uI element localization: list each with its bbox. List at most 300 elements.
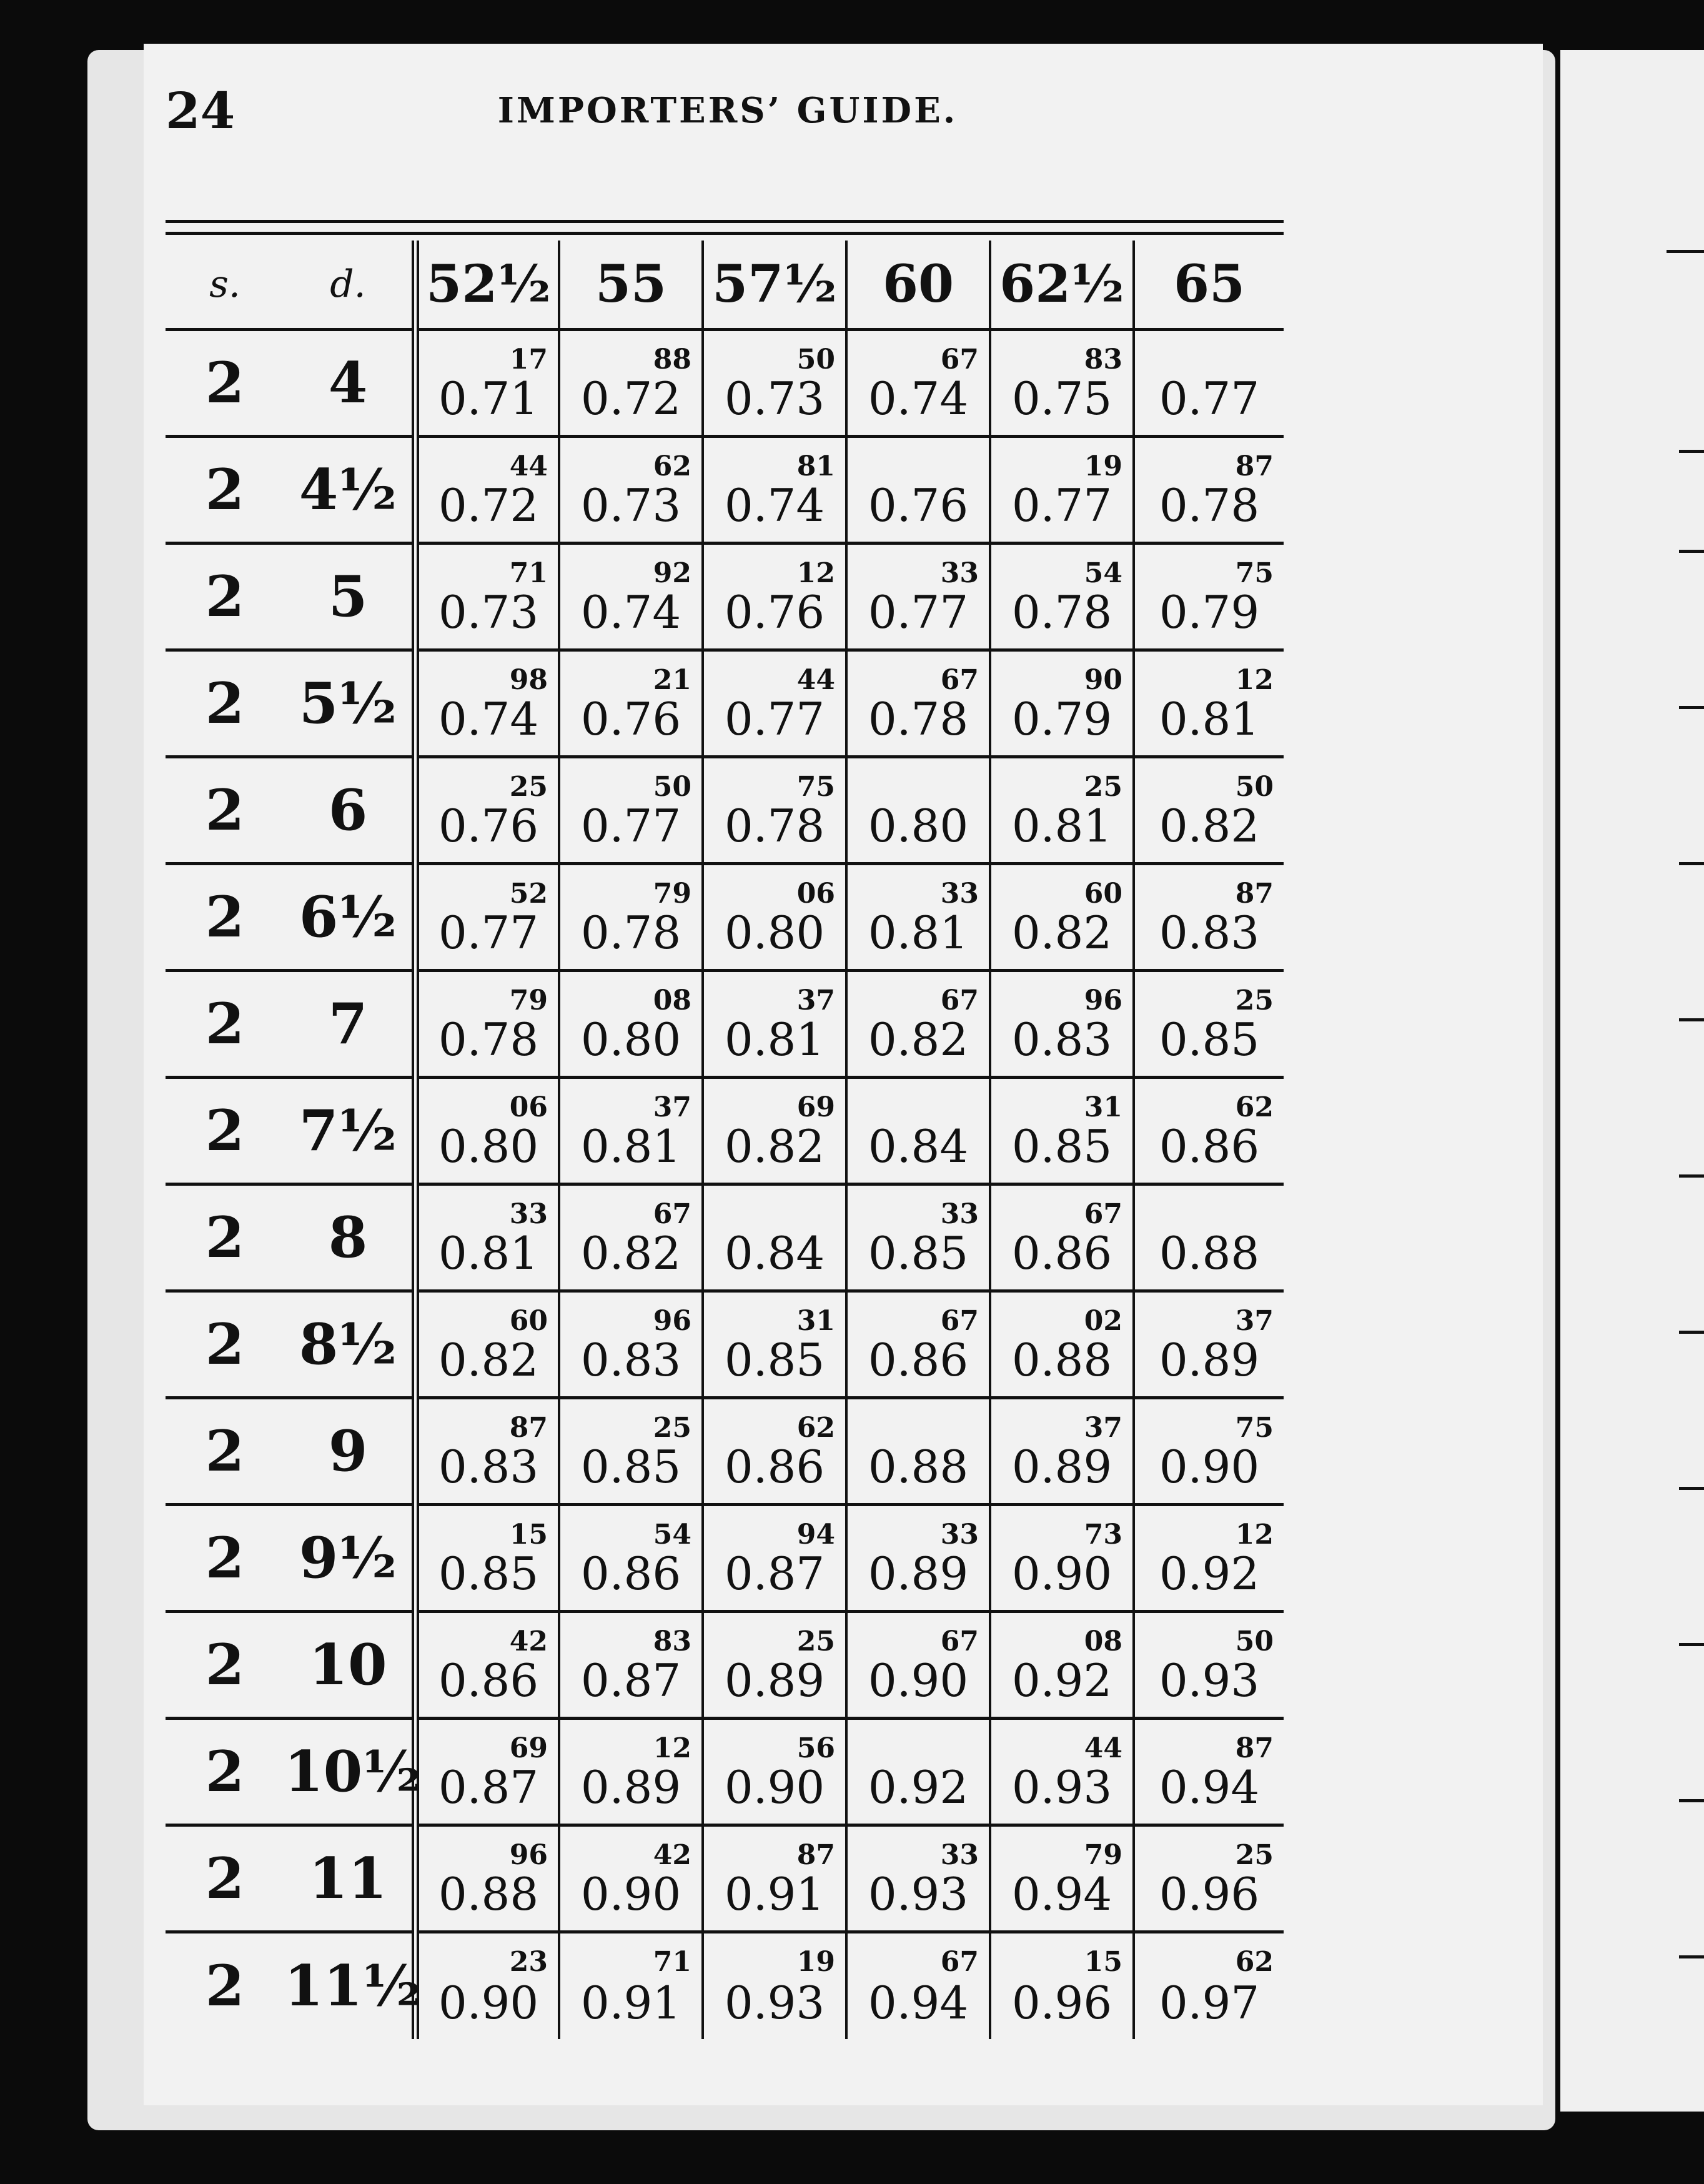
value-cell: [559, 437, 703, 544]
fraction-superscript: 67: [940, 344, 979, 375]
fraction-superscript: 44: [1084, 1732, 1122, 1764]
table-row: [166, 1825, 1284, 1932]
fraction-superscript: 90: [1084, 664, 1122, 696]
fraction-superscript: 87: [509, 1412, 548, 1444]
dollar-value: 0.82: [438, 1334, 539, 1386]
value-cell: [1134, 437, 1284, 544]
dollar-value: 0.96: [1159, 1868, 1260, 1920]
dollar-value: 0.73: [724, 372, 825, 425]
shillings-cell: 2: [166, 544, 284, 650]
fraction-superscript: 92: [653, 557, 691, 589]
fraction-superscript: 87: [1235, 1732, 1274, 1764]
value-cell: [703, 1078, 846, 1184]
dollar-value: 0.89: [1159, 1334, 1260, 1386]
fraction-superscript: 75: [1235, 557, 1274, 589]
dollar-value: 0.85: [1011, 1120, 1112, 1173]
value-cell: [1134, 1078, 1284, 1184]
dollar-value: 0.74: [438, 693, 539, 745]
dollar-value: 0.94: [1011, 1868, 1112, 1920]
fraction-superscript: 87: [1235, 878, 1274, 910]
value-cell: [990, 1291, 1134, 1398]
dollar-value: 0.88: [868, 1441, 969, 1493]
pence-cell: 10: [284, 1612, 415, 1719]
dollar-value: 0.96: [1011, 1976, 1112, 2029]
table-row: [166, 1184, 1284, 1291]
dollar-value: 0.72: [438, 479, 539, 532]
fraction-superscript: 37: [1235, 1305, 1274, 1337]
dollar-value: 0.90: [1011, 1547, 1112, 1600]
page-number: 24: [166, 81, 235, 140]
value-cell: [990, 1825, 1134, 1932]
fraction-superscript: 81: [796, 450, 835, 482]
shillings-cell: 2: [166, 1398, 284, 1505]
dollar-value: 0.83: [1011, 1013, 1112, 1066]
dollar-value: 0.85: [724, 1334, 825, 1386]
fraction-superscript: 69: [509, 1732, 548, 1764]
fraction-superscript: 75: [796, 771, 835, 803]
dollar-value: 0.87: [724, 1547, 825, 1600]
dollar-value: 0.76: [724, 586, 825, 638]
dollar-value: 0.83: [438, 1441, 539, 1493]
dollar-value: 0.76: [580, 693, 681, 745]
fraction-superscript: 33: [940, 1198, 979, 1230]
fraction-superscript: 25: [1084, 771, 1122, 803]
dollar-value: 0.85: [438, 1547, 539, 1600]
dollar-value: 0.86: [868, 1334, 969, 1386]
header-rate: 57½: [703, 241, 846, 330]
dollar-value: 0.89: [724, 1654, 825, 1707]
dollar-value: 0.82: [868, 1013, 969, 1066]
table-row: [166, 1078, 1284, 1184]
table-row: [166, 544, 1284, 650]
value-cell: [703, 650, 846, 757]
value-cell: [990, 1398, 1134, 1505]
fraction-superscript: 23: [509, 1946, 548, 1978]
pence-cell: 11½: [284, 1953, 422, 2020]
value-cell: [990, 1719, 1134, 1825]
dollar-value: 0.80: [438, 1120, 539, 1173]
pence-cell: 5½: [284, 650, 415, 757]
dollar-value: 0.74: [580, 586, 681, 638]
fraction-superscript: 67: [940, 1626, 979, 1657]
fraction-superscript: 50: [1235, 771, 1274, 803]
dollar-value: 0.85: [868, 1227, 969, 1279]
value-cell: [559, 650, 703, 757]
header-pence: d.: [284, 241, 415, 330]
fraction-superscript: 06: [796, 878, 835, 910]
shillings-cell: 2: [166, 1825, 284, 1932]
fraction-superscript: 42: [509, 1626, 548, 1657]
table-row: [166, 1398, 1284, 1505]
dollar-value: 0.81: [724, 1013, 825, 1066]
fraction-superscript: 96: [1084, 985, 1122, 1016]
dollar-value: 0.90: [438, 1976, 539, 2029]
fraction-superscript: 87: [796, 1839, 835, 1871]
header-row: [166, 241, 1284, 330]
dollar-value: 0.94: [1159, 1761, 1260, 1814]
dollar-value: 0.89: [868, 1547, 969, 1600]
fraction-superscript: 33: [940, 1839, 979, 1871]
value-cell: [990, 971, 1134, 1078]
dollar-value: 0.85: [1159, 1013, 1260, 1066]
value-cell: [1134, 650, 1284, 757]
dollar-value: 0.78: [724, 800, 825, 852]
shillings-cell: 2: [166, 1719, 284, 1825]
fraction-superscript: 50: [796, 344, 835, 375]
value-cell: [559, 544, 703, 650]
fraction-superscript: 62: [1235, 1091, 1274, 1123]
value-cell: [1134, 1719, 1284, 1825]
fraction-superscript: 12: [796, 557, 835, 589]
value-cell: [415, 437, 559, 544]
value-cell: [703, 1825, 846, 1932]
conversion-table: [166, 241, 1284, 2039]
fraction-superscript: 67: [653, 1198, 691, 1230]
dollar-value: 0.80: [580, 1013, 681, 1066]
value-cell: [990, 1184, 1134, 1291]
dollar-value: 0.73: [580, 479, 681, 532]
value-cell: [846, 1291, 990, 1398]
value-cell: [990, 437, 1134, 544]
dollar-value: 0.77: [1159, 372, 1260, 425]
fraction-superscript: 50: [1235, 1626, 1274, 1657]
value-cell: [703, 1398, 846, 1505]
pence-cell: 8: [284, 1184, 415, 1291]
value-cell: [415, 864, 559, 971]
fraction-superscript: 37: [653, 1091, 691, 1123]
dollar-value: 0.75: [1011, 372, 1112, 425]
dollar-value: 0.90: [580, 1868, 681, 1920]
dollar-value: 0.72: [580, 372, 681, 425]
dollar-value: 0.87: [438, 1761, 539, 1814]
dollar-value: 0.86: [438, 1654, 539, 1707]
dollar-value: 0.85: [580, 1441, 681, 1493]
value-cell: [415, 1719, 559, 1825]
fraction-superscript: 33: [940, 1519, 979, 1551]
fraction-superscript: 62: [653, 450, 691, 482]
fraction-superscript: 67: [1084, 1198, 1122, 1230]
value-cell: [990, 1932, 1134, 2039]
fraction-superscript: 79: [653, 878, 691, 910]
fraction-superscript: 83: [1084, 344, 1122, 375]
fraction-superscript: 96: [509, 1839, 548, 1871]
header-rule: [166, 220, 1284, 235]
dollar-value: 0.91: [724, 1868, 825, 1920]
fraction-superscript: 71: [509, 557, 548, 589]
dollar-value: 0.76: [438, 800, 539, 852]
fraction-superscript: 83: [653, 1626, 691, 1657]
dollar-value: 0.80: [868, 800, 969, 852]
value-cell: [415, 544, 559, 650]
dollar-value: 0.89: [1011, 1441, 1112, 1493]
dollar-value: 0.89: [580, 1761, 681, 1814]
dollar-value: 0.77: [868, 586, 969, 638]
dollar-value: 0.74: [724, 479, 825, 532]
fraction-superscript: 17: [509, 344, 548, 375]
value-cell: [1134, 757, 1284, 864]
dollar-value: 0.77: [438, 906, 539, 959]
fraction-superscript: 62: [796, 1412, 835, 1444]
dollar-value: 0.86: [1011, 1227, 1112, 1279]
value-cell: [846, 1398, 990, 1505]
value-cell: [1134, 1825, 1284, 1932]
fraction-superscript: 15: [509, 1519, 548, 1551]
value-cell: [559, 1612, 703, 1719]
value-cell: [846, 1184, 990, 1291]
dollar-value: 0.78: [1011, 586, 1112, 638]
dollar-value: 0.93: [868, 1868, 969, 1920]
header-rate: 55: [559, 241, 703, 330]
fraction-superscript: 73: [1084, 1519, 1122, 1551]
table-row: [166, 437, 1284, 544]
fraction-superscript: 50: [653, 771, 691, 803]
value-cell: [1134, 1398, 1284, 1505]
dollar-value: 0.93: [724, 1976, 825, 2029]
table-row: [166, 1505, 1284, 1612]
pence-cell: 7½: [284, 1078, 415, 1184]
dollar-value: 0.86: [1159, 1120, 1260, 1173]
value-cell: [703, 544, 846, 650]
value-cell: [703, 757, 846, 864]
value-cell: [703, 330, 846, 437]
dollar-value: 0.80: [724, 906, 825, 959]
fraction-superscript: 15: [1084, 1946, 1122, 1978]
value-cell: [559, 1825, 703, 1932]
dollar-value: 0.79: [1011, 693, 1112, 745]
table-row: [166, 1719, 1284, 1825]
fraction-superscript: 33: [509, 1198, 548, 1230]
dollar-value: 0.77: [1011, 479, 1112, 532]
value-cell: [415, 1398, 559, 1505]
fraction-superscript: 69: [796, 1091, 835, 1123]
dollar-value: 0.82: [724, 1120, 825, 1173]
fraction-superscript: 25: [1235, 985, 1274, 1016]
dollar-value: 0.81: [868, 906, 969, 959]
fraction-superscript: 94: [796, 1519, 835, 1551]
shillings-cell: 2: [166, 650, 284, 757]
value-cell: [846, 864, 990, 971]
fraction-superscript: 08: [653, 985, 691, 1016]
value-cell: [846, 330, 990, 437]
dollar-value: 0.79: [1159, 586, 1260, 638]
value-cell: [559, 330, 703, 437]
value-cell: [415, 330, 559, 437]
fraction-superscript: 31: [796, 1305, 835, 1337]
value-cell: [846, 1612, 990, 1719]
fraction-superscript: 60: [509, 1305, 548, 1337]
shillings-cell: 2: [166, 971, 284, 1078]
value-cell: [703, 1719, 846, 1825]
value-cell: [1134, 864, 1284, 971]
dollar-value: 0.81: [438, 1227, 539, 1279]
value-cell: [559, 1078, 703, 1184]
value-cell: [703, 1505, 846, 1612]
fraction-superscript: 98: [509, 664, 548, 696]
value-cell: [990, 1078, 1134, 1184]
dollar-value: 0.93: [1159, 1654, 1260, 1707]
fraction-superscript: 52: [509, 878, 548, 910]
dollar-value: 0.88: [438, 1868, 539, 1920]
fraction-superscript: 12: [1235, 1519, 1274, 1551]
dollar-value: 0.83: [580, 1334, 681, 1386]
fraction-superscript: 71: [653, 1946, 691, 1978]
fraction-superscript: 67: [940, 664, 979, 696]
value-cell: [846, 971, 990, 1078]
value-cell: [703, 437, 846, 544]
value-cell: [846, 437, 990, 544]
pence-cell: 9: [284, 1398, 415, 1505]
fraction-superscript: 54: [1084, 557, 1122, 589]
value-cell: [1134, 1932, 1284, 2039]
dollar-value: 0.92: [1159, 1547, 1260, 1600]
dollar-value: 0.78: [868, 693, 969, 745]
value-cell: [1134, 330, 1284, 437]
table-body: [166, 330, 1284, 2039]
dollar-value: 0.77: [724, 693, 825, 745]
fraction-superscript: 25: [653, 1412, 691, 1444]
dollar-value: 0.94: [868, 1976, 969, 2029]
fraction-superscript: 19: [1084, 450, 1122, 482]
value-cell: [1134, 1184, 1284, 1291]
dollar-value: 0.86: [580, 1547, 681, 1600]
dollar-value: 0.83: [1159, 906, 1260, 959]
value-cell: [846, 1932, 990, 2039]
fraction-superscript: 88: [653, 344, 691, 375]
value-cell: [990, 1612, 1134, 1719]
pence-cell: 8½: [284, 1291, 415, 1398]
value-cell: [559, 757, 703, 864]
dollar-value: 0.93: [1011, 1761, 1112, 1814]
value-cell: [846, 1719, 990, 1825]
dollar-value: 0.97: [1159, 1976, 1260, 2029]
header-rate: 52½: [415, 241, 559, 330]
value-cell: [846, 1825, 990, 1932]
value-cell: [846, 1078, 990, 1184]
dollar-value: 0.90: [868, 1654, 969, 1707]
dollar-value: 0.78: [1159, 479, 1260, 532]
dollar-value: 0.82: [1011, 906, 1112, 959]
value-cell: [846, 757, 990, 864]
table-row: [166, 864, 1284, 971]
dollar-value: 0.78: [580, 906, 681, 959]
value-cell: [415, 1825, 559, 1932]
dollar-value: 0.86: [724, 1441, 825, 1493]
shillings-cell: 2: [166, 1291, 284, 1398]
value-cell: [990, 330, 1134, 437]
table-row: [166, 1612, 1284, 1719]
fraction-superscript: 44: [796, 664, 835, 696]
fraction-superscript: 25: [509, 771, 548, 803]
value-cell: [415, 757, 559, 864]
dollar-value: 0.92: [868, 1761, 969, 1814]
value-cell: [703, 1932, 846, 2039]
dollar-value: 0.82: [1159, 800, 1260, 852]
fraction-superscript: 62: [1235, 1946, 1274, 1978]
pence-cell: 6½: [284, 864, 415, 971]
dollar-value: 0.81: [580, 1120, 681, 1173]
value-cell: [559, 1291, 703, 1398]
value-cell: [415, 1505, 559, 1612]
value-cell: [703, 1291, 846, 1398]
dollar-value: 0.82: [580, 1227, 681, 1279]
value-cell: [1134, 1291, 1284, 1398]
value-cell: [559, 864, 703, 971]
value-cell: [703, 1612, 846, 1719]
dollar-value: 0.84: [724, 1227, 825, 1279]
value-cell: [1134, 544, 1284, 650]
value-cell: [703, 864, 846, 971]
pence-cell: 4: [284, 330, 415, 437]
value-cell: [559, 1932, 703, 2039]
dollar-value: 0.87: [580, 1654, 681, 1707]
dollar-value: 0.77: [580, 800, 681, 852]
table-row: [166, 1291, 1284, 1398]
dollar-value: 0.90: [1159, 1441, 1260, 1493]
fraction-superscript: 60: [1084, 878, 1122, 910]
running-title: IMPORTERS’ GUIDE.: [497, 90, 958, 131]
fraction-superscript: 06: [509, 1091, 548, 1123]
fraction-superscript: 33: [940, 878, 979, 910]
dollar-value: 0.88: [1011, 1334, 1112, 1386]
fraction-superscript: 08: [1084, 1626, 1122, 1657]
dollar-value: 0.91: [580, 1976, 681, 2029]
value-cell: [703, 1184, 846, 1291]
value-cell: [990, 1505, 1134, 1612]
value-cell: [1134, 971, 1284, 1078]
fraction-superscript: 19: [796, 1946, 835, 1978]
fraction-superscript: 96: [653, 1305, 691, 1337]
value-cell: [990, 864, 1134, 971]
value-cell: [415, 1932, 559, 2039]
fraction-superscript: 21: [653, 664, 691, 696]
header-rate: 65: [1134, 241, 1284, 330]
pence-cell: 6: [284, 757, 415, 864]
value-cell: [559, 1719, 703, 1825]
value-cell: [415, 971, 559, 1078]
value-cell: [559, 1398, 703, 1505]
value-cell: [846, 544, 990, 650]
fraction-superscript: 42: [653, 1839, 691, 1871]
dollar-value: 0.74: [868, 372, 969, 425]
fraction-superscript: 02: [1084, 1305, 1122, 1337]
fraction-superscript: 87: [1235, 450, 1274, 482]
table-row: [166, 650, 1284, 757]
dollar-value: 0.81: [1159, 693, 1260, 745]
shillings-cell: 2: [166, 330, 284, 437]
value-cell: [415, 1184, 559, 1291]
header-rate: 60: [846, 241, 990, 330]
fraction-superscript: 79: [1084, 1839, 1122, 1871]
value-cell: [990, 650, 1134, 757]
pence-cell: 9½: [284, 1505, 415, 1612]
table-row: [166, 757, 1284, 864]
header-shillings: s.: [166, 241, 284, 330]
shillings-cell: 2: [166, 1612, 284, 1719]
shillings-cell: 2: [166, 1505, 284, 1612]
table-row: [166, 971, 1284, 1078]
dollar-value: 0.92: [1011, 1654, 1112, 1707]
dollar-value: 0.73: [438, 586, 539, 638]
header-rate: 62½: [990, 241, 1134, 330]
dollar-value: 0.76: [868, 479, 969, 532]
shillings-cell: 2: [166, 1078, 284, 1184]
value-cell: [1134, 1505, 1284, 1612]
pence-cell: 11: [284, 1825, 415, 1932]
value-cell: [846, 650, 990, 757]
fraction-superscript: 12: [653, 1732, 691, 1764]
fraction-superscript: 25: [796, 1626, 835, 1657]
dollar-value: 0.88: [1159, 1227, 1260, 1279]
